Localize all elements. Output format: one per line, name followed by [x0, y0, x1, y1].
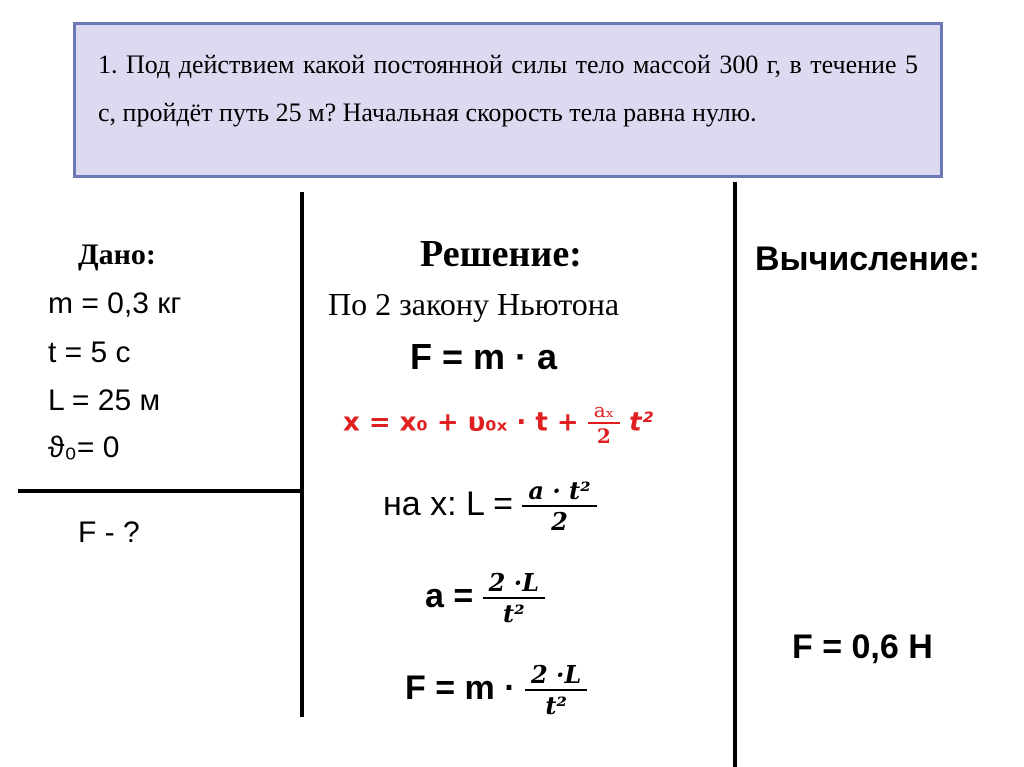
solution-subtitle: По 2 закону Ньютона [328, 286, 620, 322]
given-title: Дано: [78, 238, 156, 271]
onx-num: a · t² [522, 476, 596, 507]
accel-num: 2 ·L [483, 568, 545, 599]
kinematics-den: 2 [596, 424, 611, 448]
force-num: 2 ·L [525, 660, 587, 691]
calc-result: F = 0,6 Н [792, 628, 933, 666]
kinematics-fraction [588, 398, 620, 448]
given-mass: m = 0,3 кг [48, 287, 182, 320]
given-time: t = 5 с [48, 336, 131, 369]
accel-den: t² [503, 599, 525, 628]
accel-equation [425, 568, 545, 628]
onx-fraction [522, 476, 596, 536]
solution-title: Решение: [420, 233, 582, 275]
force-equation [405, 660, 587, 720]
onx-equation [383, 476, 597, 536]
given-divider [18, 489, 302, 493]
force-fraction [525, 660, 587, 720]
kinematics-num: aₓ [588, 398, 620, 424]
kinematics-tail: t² [629, 407, 653, 438]
accel-lhs: a = [425, 576, 483, 615]
problem-statement [73, 22, 943, 178]
accel-fraction [483, 568, 545, 628]
force-lhs: F = m · [405, 668, 525, 707]
force-den: t² [545, 691, 567, 720]
find-force: F - ? [78, 516, 140, 549]
divider-right [733, 182, 737, 767]
onx-den: 2 [551, 507, 568, 536]
divider-left [300, 192, 304, 717]
kinematics-equation [343, 398, 653, 448]
onx-lhs: на x: L = [383, 484, 523, 523]
kinematics-lhs: x = x₀ + υ₀ₓ · t + [343, 407, 588, 438]
problem-text: 1. Под действием какой постоянной силы тело массой 300 г, в течение 5 с, пройдёт путь 25 м? Начальная скорость тела равна нулю. [98, 50, 918, 127]
calc-title: Вычисление: [755, 240, 980, 278]
given-initial-speed: ϑ₀= 0 [48, 431, 120, 464]
given-distance: L = 25 м [48, 384, 161, 417]
newton-formula: F = m · a [410, 336, 558, 377]
